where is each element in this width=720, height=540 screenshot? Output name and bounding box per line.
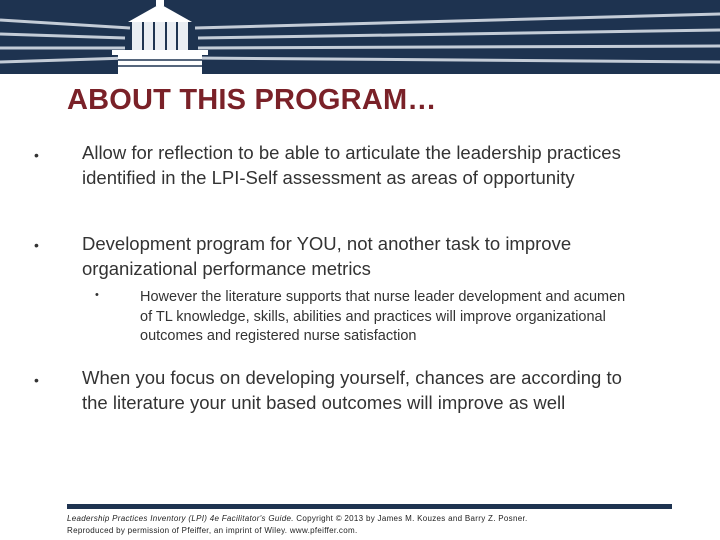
footer-citation [67, 513, 687, 537]
bullet-text-1: Allow for reflection to be able to articulate the leadership practices identified in the LPI-Self assessment as areas of opportunity [82, 142, 621, 188]
bullet-text-3: When you focus on developing yourself, chances are according to the literature your unit based outcomes will improve as well [82, 367, 622, 413]
header-banner [0, 0, 720, 74]
footer-permission: Reproduced by permission of Pfeiffer, an imprint of Wiley. www.pfeiffer.com. [67, 526, 358, 535]
lighthouse-icon [112, 0, 208, 74]
footer-divider [67, 504, 672, 509]
footer-copyright: Copyright © 2013 by James M. Kouzes and Barry Z. Posner. [293, 514, 528, 523]
slide-title: ABOUT THIS PROGRAM… [67, 84, 437, 116]
bullet-marker: • [34, 237, 39, 253]
sub-bullet-marker: • [95, 289, 99, 301]
bullet-text-2: Development program for YOU, not another task to improve organizational performance metrics [82, 233, 572, 279]
sub-bullet-text: However the literature supports that nurse leader development and acumen of TL knowledge, skills, abilities and practices will improve organizational outcomes and registered nurse satisfaction [140, 289, 626, 344]
bullet-marker: • [34, 372, 39, 388]
lighthouse-banner-graphic [0, 0, 720, 74]
footer-source: Leadership Practices Inventory (LPI) 4e Facilitator's Guide. [67, 514, 294, 523]
bullet-marker: • [34, 147, 39, 163]
